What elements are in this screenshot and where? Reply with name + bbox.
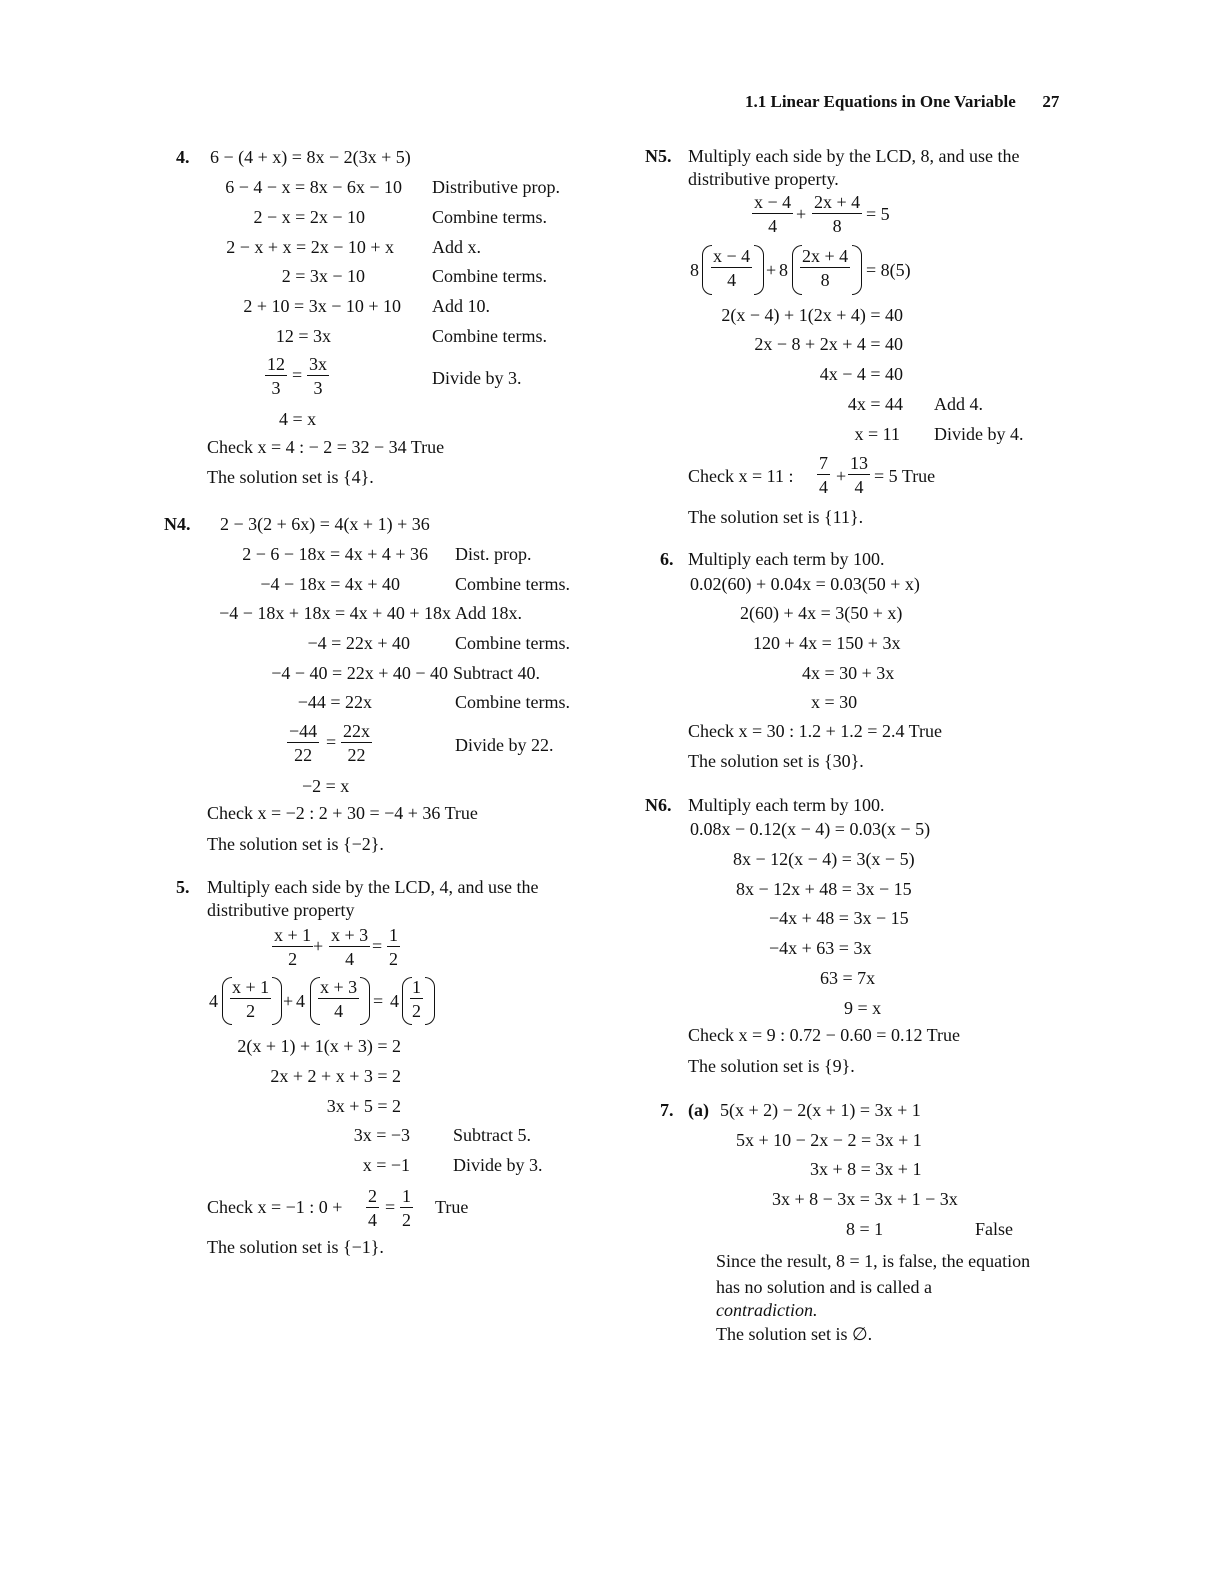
- equation-line: 2(60) + 4x = 3(50 + x): [740, 603, 903, 623]
- equation-line: −44 = 22x: [297, 692, 372, 712]
- right-paren: [272, 977, 282, 1025]
- equation-line: 4x = 30 + 3x: [802, 663, 895, 683]
- problem-statement: 2 − 3(2 + 6x) = 4(x + 1) + 36: [220, 514, 430, 534]
- equation-line: 0.02(60) + 0.04x = 0.03(50 + x): [690, 574, 920, 594]
- check-line: Check x = 4 : − 2 = 32 − 34 True: [207, 437, 445, 457]
- equation-line: 5x + 10 − 2x − 2 = 3x + 1: [736, 1130, 922, 1150]
- step-note: Subtract 5.: [453, 1125, 531, 1145]
- step-note: Combine terms.: [432, 326, 547, 346]
- fraction: $\frac{x + 3}{4}$: [320, 977, 358, 1021]
- equation-line: 3x + 5 = 2: [326, 1096, 401, 1116]
- right-paren: [360, 977, 370, 1025]
- equation-line: 2 + 10 = 3x − 10 + 10: [243, 296, 401, 316]
- section-title: 1.1 Linear Equations in One Variable: [745, 92, 1016, 111]
- step-note: Add 18x.: [455, 603, 522, 623]
- fraction: $\frac{1}{2}$: [389, 925, 398, 969]
- equation-line: −4 − 40 = 22x + 40 − 40: [271, 663, 448, 683]
- intro-text: Multiply each side by the LCD, 4, and use the: [207, 877, 539, 897]
- fraction: $\frac{3x}{3}$: [309, 354, 327, 398]
- equation-line: 3x + 8 = 3x + 1: [810, 1159, 922, 1179]
- step-note: Divide by 3.: [453, 1155, 543, 1175]
- false-label: False: [975, 1219, 1013, 1239]
- fraction: $\frac{-44}{22}$: [289, 721, 318, 765]
- equation-line: 2x − 8 + 2x + 4 = 40: [754, 334, 903, 354]
- solution-set: The solution set is {30}.: [688, 751, 864, 771]
- fraction: $\frac{2x + 4}{8}$: [814, 192, 861, 236]
- intro-text: Multiply each side by the LCD, 8, and use the: [688, 146, 1020, 166]
- fraction: $\frac{x - 4}{4}$: [713, 246, 751, 290]
- part-label: (a): [688, 1100, 709, 1120]
- intro-text: Multiply each term by 100.: [688, 549, 885, 569]
- step-note: Combine terms.: [432, 266, 547, 286]
- problem-number: 4.: [176, 147, 190, 167]
- check-line: Check x = 9 : 0.72 − 0.60 = 0.12 True: [688, 1025, 960, 1045]
- check-line: Check x = −2 : 2 + 30 = −4 + 36 True: [207, 803, 478, 823]
- solution-set: The solution set is ∅.: [716, 1324, 873, 1344]
- right-paren: [754, 245, 764, 295]
- equation-line: 12 = 3x: [275, 326, 331, 346]
- fraction: $\frac{7}{4}$: [819, 453, 828, 497]
- equation-line: 120 + 4x = 150 + 3x: [753, 633, 901, 653]
- intro-text: distributive property: [207, 900, 355, 920]
- equation-line: −4 = 22x + 40: [307, 633, 410, 653]
- equation-line: 63 = 7x: [820, 968, 876, 988]
- equation-line: −4 − 18x + 18x = 4x + 40 + 18x: [219, 603, 451, 623]
- check-line: Check x = 11 :: [688, 466, 794, 486]
- equals-sign: =: [326, 732, 337, 752]
- check-line: Check x = −1 : 0 +: [207, 1197, 343, 1217]
- check-line: Check x = 30 : 1.2 + 1.2 = 2.4 True: [688, 721, 942, 741]
- plus-sign: +: [796, 204, 807, 224]
- plus-sign: +: [836, 466, 847, 486]
- check-true: = 5 True: [874, 466, 936, 486]
- step-note: Combine terms.: [455, 633, 570, 653]
- equation-line: 3x = −3: [353, 1125, 410, 1145]
- step-note: Divide by 22.: [455, 735, 554, 755]
- equation-line: −4x + 48 = 3x − 15: [769, 908, 909, 928]
- equals-sign: =: [373, 991, 384, 1011]
- fraction: $\frac{2}{4}$: [368, 1186, 377, 1230]
- intro-text: Multiply each term by 100.: [688, 795, 885, 815]
- equation-line: 2x + 2 + x + 3 = 2: [270, 1066, 401, 1086]
- multiplier: 8: [779, 260, 788, 280]
- fraction: $\frac{22x}{22}$: [343, 721, 370, 765]
- equation-rhs: = 5: [866, 204, 890, 224]
- solution-set: The solution set is {11}.: [688, 507, 864, 527]
- equation-line: 2(x − 4) + 1(2x + 4) = 40: [721, 305, 903, 325]
- multiplier: 8: [690, 260, 699, 280]
- equation-line: 2 − 6 − 18x = 4x + 4 + 36: [242, 544, 428, 564]
- check-true: True: [435, 1197, 469, 1217]
- equals-sign: =: [385, 1197, 396, 1217]
- fraction: $\frac{12}{3}$: [267, 354, 285, 398]
- page-number: 27: [1042, 92, 1060, 111]
- solution-set: The solution set is {4}.: [207, 467, 374, 487]
- problem-number: 7.: [660, 1100, 674, 1120]
- step-note: Distributive prop.: [432, 177, 560, 197]
- equation-line: x = 11: [854, 424, 900, 444]
- running-header: [745, 93, 1059, 110]
- problem-number: 6.: [660, 549, 674, 569]
- multiplier: 4: [296, 991, 305, 1011]
- step-note: Combine terms.: [432, 207, 547, 227]
- solution-set: The solution set is {−2}.: [207, 834, 384, 854]
- equation-line: x = 30: [811, 692, 858, 712]
- problem-number: N6.: [645, 795, 672, 815]
- step-note: Add x.: [432, 237, 481, 257]
- step-note: Add 4.: [934, 394, 983, 414]
- fraction: $\frac{1}{2}$: [412, 977, 421, 1021]
- equation-line: −4 − 18x = 4x + 40: [260, 574, 400, 594]
- equation-line: 0.08x − 0.12(x − 4) = 0.03(x − 5): [690, 819, 931, 839]
- plus-sign: +: [283, 991, 294, 1011]
- problem-number: 5.: [176, 877, 190, 897]
- explanation-text: Since the result, 8 = 1, is false, the equation: [716, 1251, 1031, 1271]
- step-note: Combine terms.: [455, 692, 570, 712]
- equation-line: −4x + 63 = 3x: [769, 938, 872, 958]
- fraction: $\frac{x - 4}{4}$: [754, 192, 792, 236]
- result-line: −2 = x: [302, 776, 350, 796]
- term-contradiction: contradiction.: [716, 1300, 818, 1320]
- fraction: $\frac{1}{2}$: [402, 1186, 411, 1230]
- step-note: Subtract 40.: [453, 663, 540, 683]
- equation-line: 2 − x = 2x − 10: [253, 207, 365, 227]
- equation-line: 9 = x: [844, 998, 882, 1018]
- multiplier: 4: [390, 991, 399, 1011]
- equation-line: 6 − 4 − x = 8x − 6x − 10: [225, 177, 402, 197]
- equation-line: 4x − 4 = 40: [819, 364, 903, 384]
- equation-line: 2(x + 1) + 1(x + 3) = 2: [237, 1036, 401, 1056]
- right-paren: [425, 977, 435, 1025]
- step-note: Combine terms.: [455, 574, 570, 594]
- fraction: $\frac{x + 1}{2}$: [274, 925, 312, 969]
- step-note: Divide by 3.: [432, 368, 522, 388]
- problem-statement: 5(x + 2) − 2(x + 1) = 3x + 1: [720, 1100, 921, 1120]
- fraction: $\frac{13}{4}$: [850, 453, 868, 497]
- solution-set: The solution set is {−1}.: [207, 1237, 384, 1257]
- result-line: 4 = x: [279, 409, 317, 429]
- right-paren: [852, 245, 862, 295]
- intro-text: distributive property.: [688, 169, 839, 189]
- fraction: $\frac{x + 1}{2}$: [232, 977, 270, 1021]
- equation-line: x = −1: [362, 1155, 410, 1175]
- fraction: $\frac{2x + 4}{8}$: [802, 246, 849, 290]
- problem-statement: 6 − (4 + x) = 8x − 2(3x + 5): [210, 147, 411, 167]
- step-note: Add 10.: [432, 296, 490, 316]
- equation-line: 4x = 44: [847, 394, 903, 414]
- problem-number: N5.: [645, 146, 672, 166]
- step-note: Dist. prop.: [455, 544, 532, 564]
- equation-line: 3x + 8 − 3x = 3x + 1 − 3x: [772, 1189, 958, 1209]
- fraction: $\frac{x + 3}{4}$: [331, 925, 369, 969]
- equation-line: 2 − x + x = 2x − 10 + x: [226, 237, 394, 257]
- solution-set: The solution set is {9}.: [688, 1056, 855, 1076]
- equation-line: 2 = 3x − 10: [281, 266, 365, 286]
- equation-line: 8x − 12x + 48 = 3x − 15: [736, 879, 912, 899]
- equals-sign: =: [372, 936, 383, 956]
- plus-sign: +: [766, 260, 777, 280]
- multiplier: 4: [209, 991, 218, 1011]
- plus-sign: +: [313, 936, 324, 956]
- equation-line: 8x − 12(x − 4) = 3(x − 5): [733, 849, 915, 869]
- equals-sign: =: [292, 365, 303, 385]
- problem-number: N4.: [164, 514, 191, 534]
- equation-rhs: = 8(5): [866, 260, 911, 280]
- explanation-text: has no solution and is called a: [716, 1277, 932, 1297]
- step-note: Divide by 4.: [934, 424, 1024, 444]
- equation-line: 8 = 1: [846, 1219, 884, 1239]
